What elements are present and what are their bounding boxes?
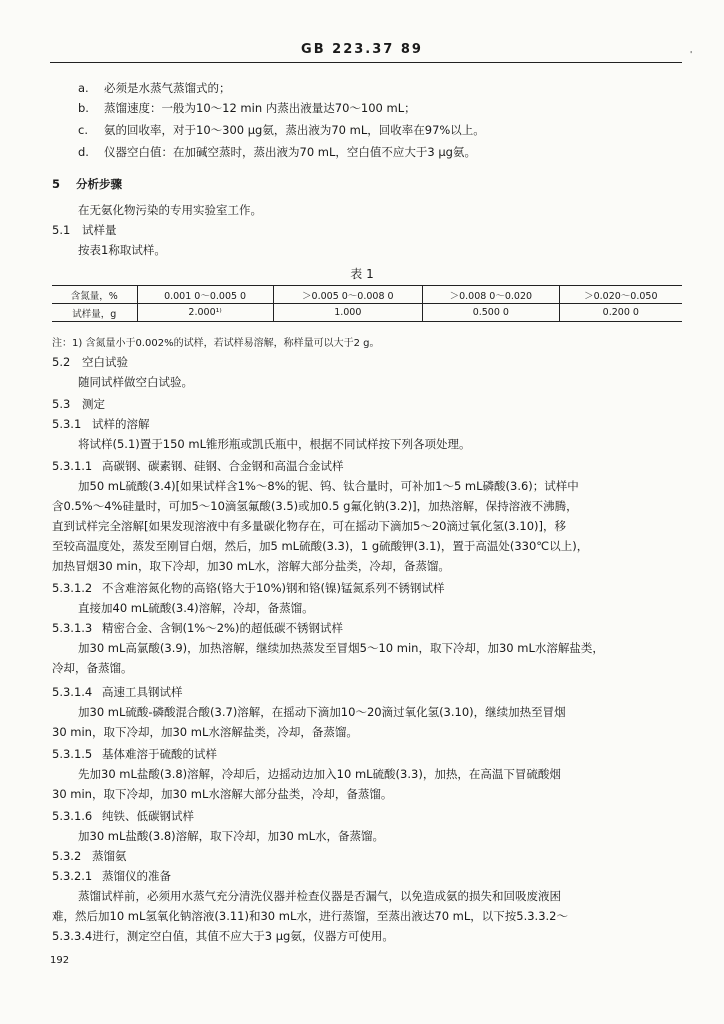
section-5-2-text: 随同试样做空白试验。 xyxy=(78,375,193,389)
table-cell: 1.000 xyxy=(273,304,423,322)
item-a: a. 必须是水蒸气蒸馏式的； xyxy=(78,81,231,95)
paragraph-line: 加30 mL高氯酸(3.9)，加热溶解，继续加热蒸发至冒烟5～10 min，取下冷却，加30 mL水溶解盐类， xyxy=(78,641,604,655)
paragraph-line: 30 min，取下冷却，加30 mL水溶解盐类，冷却，备蒸馏。 xyxy=(52,725,358,739)
item-b: b. 蒸馏速度：一般为10～12 min 内蒸出液量达70～100 mL； xyxy=(78,101,416,115)
header-rule xyxy=(50,62,682,63)
section-5-heading: 5 分析步骤 xyxy=(52,177,122,191)
table-note: 注：1) 含氮量小于0.002%的试样，若试样易溶解，称样量可以大于2 g。 xyxy=(52,338,380,349)
paragraph-line: 加30 mL硫酸-磷酸混合酸(3.7)溶解，在摇动下滴加10～20滴过氧化氢(3.10)，继续加热至冒烟 xyxy=(78,705,566,719)
table-cell: ＞0.020～0.050 xyxy=(559,286,682,304)
section-5-3-heading: 5.3 测定 xyxy=(52,397,105,411)
paragraph-line: 加热冒烟30 min，取下冷却，加30 mL水，溶解大部分盐类，冷却，备蒸馏。 xyxy=(52,559,450,573)
section-5-intro: 在无氨化物污染的专用实验室工作。 xyxy=(78,203,262,217)
paragraph-line: 冷却，备蒸馏。 xyxy=(52,661,133,675)
section-5-3-2-1-heading: 5.3.2.1 蒸馏仪的准备 xyxy=(52,869,171,883)
paragraph-line: 难，然后加10 mL氢氧化钠溶液(3.11)和30 mL水，进行蒸馏，至蒸出液达70 mL，以下按5.3.3.2～ xyxy=(52,909,569,923)
margin-mark: ' xyxy=(690,50,693,59)
section-5-3-1-heading: 5.3.1 试样的溶解 xyxy=(52,417,150,431)
section-5-3-1-5-heading: 5.3.1.5 基体难溶于硫酸的试样 xyxy=(52,747,217,761)
table-cell: 0.001 0～0.005 0 xyxy=(137,286,273,304)
paragraph-line: 直到试样完全溶解[如果发现溶液中有多量碳化物存在，可在摇动下滴加5～20滴过氧化氢(3.10)]，移 xyxy=(52,519,566,533)
paragraph-line: 含0.5%～4%硅量时，可加5～10滴氢氟酸(3.5)或加0.5 g氟化钠(3.2)]，加热溶解，保持溶液不沸腾， xyxy=(52,499,578,513)
section-5-3-1-2-heading: 5.3.1.2 不含难溶氮化物的高铬(铬大于10%)钢和铬(镍)锰氮系列不锈钢试样 xyxy=(52,581,445,595)
sample-size-table xyxy=(52,285,682,322)
paragraph-line: 先加30 mL盐酸(3.8)溶解，冷却后，边摇动边加入10 mL硫酸(3.3)，加热，在高温下冒硫酸烟 xyxy=(78,767,561,781)
table-row xyxy=(52,304,682,322)
section-5-3-2-heading: 5.3.2 蒸馏氨 xyxy=(52,849,127,863)
table-cell: 0.200 0 xyxy=(559,304,682,322)
paragraph-line: 至较高温度处，蒸发至刚冒白烟，然后，加5 mL硫酸(3.3)，1 g硫酸钾(3.1)，置于高温处(330℃以上)， xyxy=(52,539,589,553)
table-caption: 表 1 xyxy=(350,267,374,281)
section-5-3-1-1-heading: 5.3.1.1 高碳钢、碳素钢、硅钢、合金钢和高温合金试样 xyxy=(52,459,344,473)
table-cell: ＞0.005 0～0.008 0 xyxy=(273,286,423,304)
paragraph-line: 30 min，取下冷却，加30 mL水溶解大部分盐类，冷却，备蒸馏。 xyxy=(52,787,393,801)
section-5-1-heading: 5.1 试样量 xyxy=(52,223,117,237)
section-5-1-text: 按表1称取试样。 xyxy=(78,243,166,257)
page-number: 192 xyxy=(50,955,70,966)
table-row-label: 含氮量，% xyxy=(52,286,137,304)
standard-header: GB 223.37 89 xyxy=(301,42,423,57)
section-5-3-1-6-heading: 5.3.1.6 纯铁、低碳钢试样 xyxy=(52,809,194,823)
table-row xyxy=(52,286,682,304)
section-5-3-1-text: 将试样(5.1)置于150 mL锥形瓶或凯氏瓶中，根据不同试样按下列各项处理。 xyxy=(78,437,471,451)
paragraph-line: 加50 mL硫酸(3.4)[如果试样含1%～8%的铌、钨、钛合量时，可补加1～5 mL磷酸(3.6)；试样中 xyxy=(78,479,579,493)
table-cell: ＞0.008 0～0.020 xyxy=(423,286,560,304)
table-row-label: 试样量，g xyxy=(52,304,137,322)
paragraph-line: 5.3.3.4进行，测定空白值，其值不应大于3 μg氨，仪器方可使用。 xyxy=(52,929,394,943)
paragraph-line: 直接加40 mL硫酸(3.4)溶解，冷却，备蒸馏。 xyxy=(78,601,314,615)
table-cell: 0.500 0 xyxy=(423,304,560,322)
paragraph-line: 加30 mL盐酸(3.8)溶解，取下冷却，加30 mL水，备蒸馏。 xyxy=(78,829,385,843)
item-d: d. 仪器空白值：在加碱空蒸时，蒸出液为70 mL，空白值不应大于3 μg氨。 xyxy=(78,145,476,159)
section-5-3-1-3-heading: 5.3.1.3 精密合金、含铜(1%～2%)的超低碳不锈钢试样 xyxy=(52,621,343,635)
paragraph-line: 蒸馏试样前，必须用水蒸气充分清洗仪器并检查仪器是否漏气，以免造成氨的损失和回吸废液困 xyxy=(78,889,561,903)
section-5-2-heading: 5.2 空白试验 xyxy=(52,355,128,369)
section-5-3-1-4-heading: 5.3.1.4 高速工具钢试样 xyxy=(52,685,183,699)
item-c: c. 氨的回收率，对于10～300 μg氨，蒸出液为70 mL，回收率在97%以上。 xyxy=(78,123,485,137)
table-cell: 2.000¹⁾ xyxy=(137,304,273,322)
